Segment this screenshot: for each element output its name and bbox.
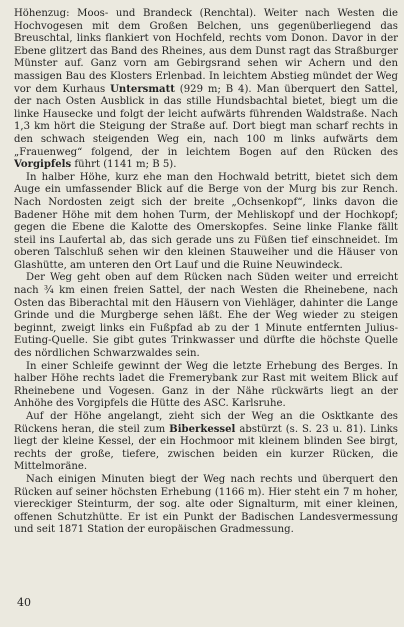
text-run: In halber Höhe, kurz ehe man den Hochwald betritt, bietet sich dem Auge ein umfassender Blick auf die Berge von der Murg bis zur Rench. Nach Nordosten zeigt sich der breite „Ochsenkopf“, links davon die Badener Höhe mit dem hohen Turm, der Mehliskopf und der Hochkopf; gegen die Ebene die Kalotte des Omerskopfes. Seine linke Flanke fällt steil ins Laufertal ab, das sich gerade uns zu Füßen tief einschneidet. Im oberen Talschluß sehen wir den kleinen Stauweiher und die Häuser von Glashütte, am unteren den Ort Lauf und die Ruine Neuwindeck.	[14, 171, 398, 271]
bold-place-name: Vorgipfels	[14, 159, 72, 171]
paragraph-p1	[14, 8, 398, 172]
paragraph-p6	[14, 474, 398, 537]
bold-place-name: Biberkessel	[169, 423, 236, 435]
paragraph-p3	[14, 272, 398, 360]
book-page	[14, 8, 398, 620]
text-run: In einer Schleife gewinnt der Weg die letzte Erhebung des Berges. In halber Höhe rechts ladet die Fremerybank zur Rast mit weitem Blick auf Rheinebene und Vogesen. Ganz in der Nähe rückwärts liegt an der Anhöhe des Vorgipfels die Hütte des ASC. Karlsruhe.	[14, 360, 398, 410]
paragraph-p5	[14, 411, 398, 474]
text-run: abstürzt (s. S. 23 u. 81). Links liegt der kleine Kessel, der ein Hochmoor mit kleinem blinden See birgt, rechts der große, tiefere, zwischen beiden ein kurzer Rücken, die Mittelmoräne.	[14, 423, 398, 473]
bold-place-name: Untersmatt	[110, 83, 175, 95]
text-run: führt (1141 m; B 5).	[71, 159, 177, 171]
paragraph-p4	[14, 361, 398, 411]
text-run: Höhenzug: Moos- und Brandeck (Renchtal). Weiter nach Westen die Hochvogesen mit dem Großen Belchen, uns gegenüberliegend das Breuschtal, links flankiert von Hochfeld, rechts vom Donon. Davor in der Ebene glitzert das Band des Rheines, aus dem Dunst ragt das Straßburger Münster auf. Ganz vorn am Gebirgsrand sehen wir Achern und den massigen Bau des Klosters Erlenbad. In leichtem Abstieg mündet der Weg vor dem Kurhaus	[14, 8, 398, 95]
paragraph-p2	[14, 172, 398, 273]
page-text-body	[14, 8, 398, 537]
text-run: Auf der Höhe angelangt, zieht sich der Weg an die Osktkante des Rückens heran, die steil zum	[14, 411, 398, 435]
page-number: 40	[17, 596, 31, 609]
text-run: Der Weg geht oben auf dem Rücken nach Süden weiter und erreicht nach ¾ km einen freien Sattel, der nach Westen die Rheinebene, nach Osten das Biberachtal mit den Häusern von Viehläger, dahinter die Lange Grinde und die Murgberge sehen läßt. Ehe der Weg wieder zu steigen beginnt, zweigt links ein Fußpfad ab zu der 1 Minute entfernten Julius-Euting-Quelle. Sie gibt gutes Trinkwasser und dürfte die höchste Quelle des nördlichen Schwarzwaldes sein.	[14, 272, 398, 360]
text-run: Nach einigen Minuten biegt der Weg nach rechts und überquert den Rücken auf seiner höchsten Erhebung (1166 m). Hier steht ein 7 m hoher, viereckiger Steinturm, der sog. alte oder Signalturm, mit einer kleinen, offenen Schutzhütte. Er ist ein Punkt der Badischen Landesvermessung und seit 1871 Station der europäischen Gradmessung.	[14, 473, 398, 536]
text-run: (929 m; B 4). Man überquert den Sattel, der nach Osten Ausblick in das stille Hundsbachtal bietet, biegt um die linke Hausecke und folgt der leicht aufwärts führenden Waldstraße. Nach 1,3 km hört die Steigung der Straße auf. Dort biegt man scharf rechts in den schwach steigenden Weg ein, nach 100 m links aufwärts dem „Frauenweg“ folgend, der in leichtem Bogen auf den Rücken des	[14, 83, 398, 158]
